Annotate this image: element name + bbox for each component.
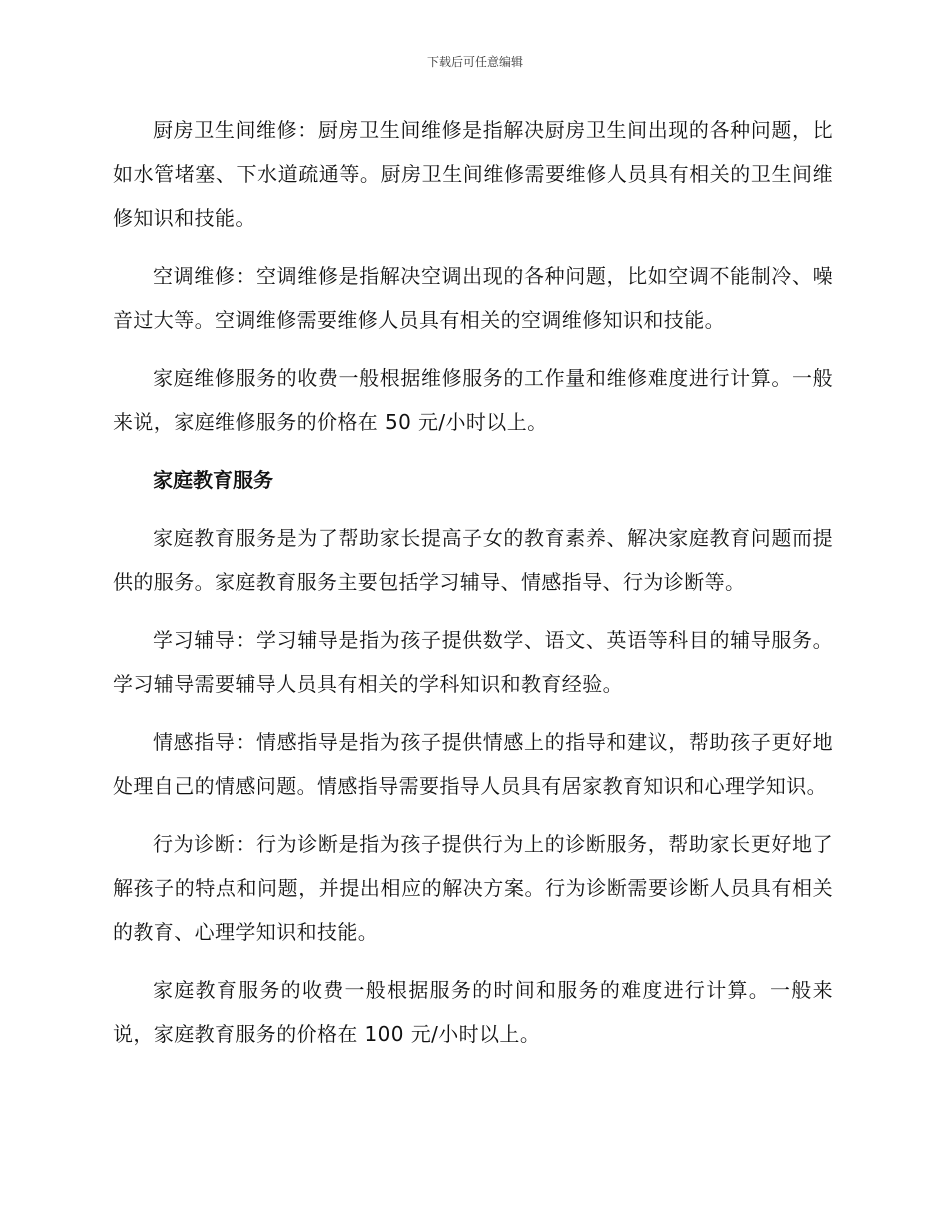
- paragraph-emotional-guidance: 情感指导：情感指导是指为孩子提供情感上的指导和建议，帮助孩子更好地处理自己的情感问题。情感指导需要指导人员具有居家教育知识和心理学知识。: [113, 730, 833, 798]
- document-body: [113, 108, 833, 1070]
- page-header-note: 下载后可任意编辑: [426, 55, 523, 69]
- paragraph-home-education-intro: 家庭教育服务是为了帮助家长提高子女的教育素养、解决家庭教育问题而提供的服务。家庭教育服务主要包括学习辅导、情感指导、行为诊断等。: [113, 526, 833, 594]
- paragraph-repair-pricing: 家庭维修服务的收费一般根据维修服务的工作量和维修难度进行计算。一般来说，家庭维修服务的价格在 50 元/小时以上。: [113, 366, 833, 434]
- paragraph-kitchen-bathroom-repair: 厨房卫生间维修：厨房卫生间维修是指解决厨房卫生间出现的各种问题，比如水管堵塞、下水道疏通等。厨房卫生间维修需要维修人员具有相关的卫生间维修知识和技能。: [113, 118, 833, 230]
- paragraph-behavior-diagnosis: 行为诊断：行为诊断是指为孩子提供行为上的诊断服务，帮助家长更好地了解孩子的特点和问题，并提出相应的解决方案。行为诊断需要诊断人员具有相关的教育、心理学知识和技能。: [113, 832, 833, 944]
- section-heading-home-education: 家庭教育服务: [153, 468, 273, 492]
- paragraph-air-conditioner-repair: 空调维修：空调维修是指解决空调出现的各种问题，比如空调不能制冷、噪音过大等。空调维修需要维修人员具有相关的空调维修知识和技能。: [113, 264, 833, 332]
- paragraph-education-pricing: 家庭教育服务的收费一般根据服务的时间和服务的难度进行计算。一般来说，家庭教育服务的价格在 100 元/小时以上。: [113, 978, 833, 1046]
- paragraph-study-tutoring: 学习辅导：学习辅导是指为孩子提供数学、语文、英语等科目的辅导服务。学习辅导需要辅导人员具有相关的学科知识和教育经验。: [113, 628, 833, 696]
